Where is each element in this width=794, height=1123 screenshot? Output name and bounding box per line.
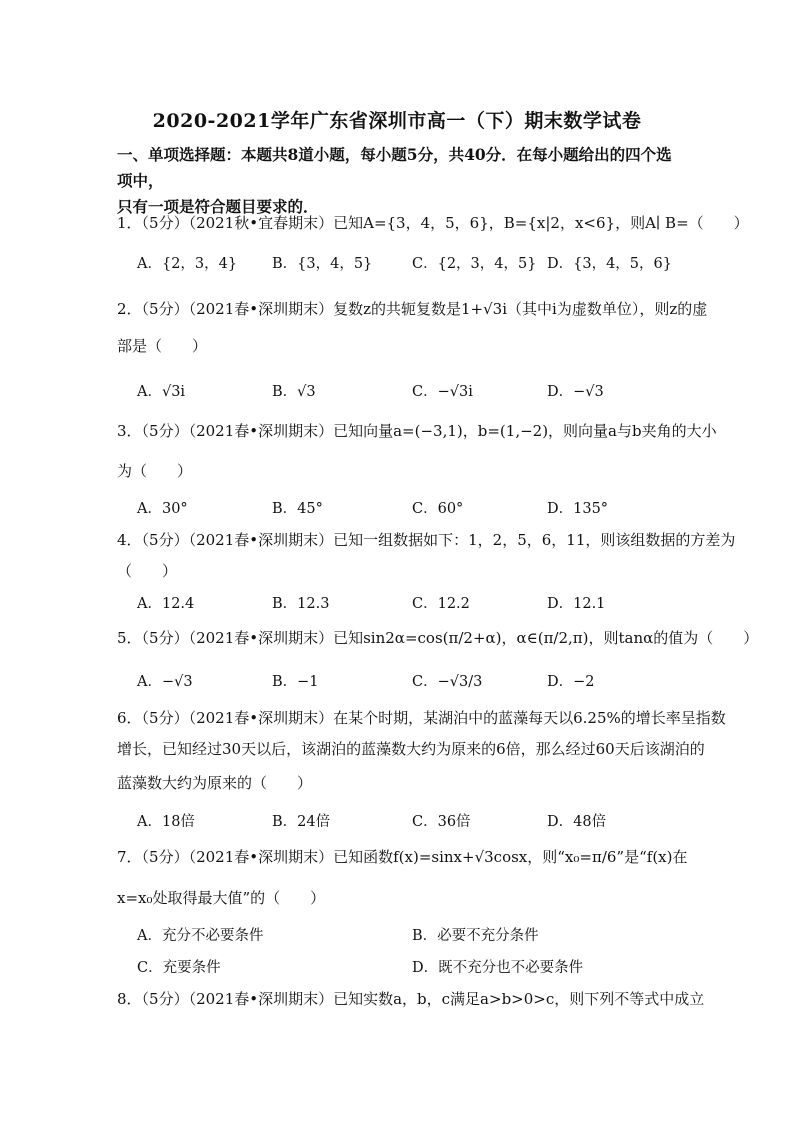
option-a: A．12.4	[137, 596, 195, 612]
question-7-line-1: 7．（5分）（2021春•深圳期末）已知函数f(x)=sinx+√3cosx，则“x₀=π/6”是“f(x)在	[117, 848, 688, 866]
question-8-line-1: 8．（5分）（2021春•深圳期末）已知实数a，b，c满足a>b>0>c，则下列不等式中成立	[117, 990, 705, 1008]
question-4-options	[137, 592, 697, 614]
option-c: C．36倍	[412, 814, 471, 830]
question-6-options	[137, 810, 697, 832]
option-a: A．−√3	[137, 674, 193, 690]
option-b: B．{3，4，5}	[272, 256, 373, 272]
option-b: B．45°	[272, 501, 323, 517]
option-c: C．12.2	[412, 596, 470, 612]
option-a: A．√3i	[137, 384, 186, 400]
option-c: C．−√3i	[412, 384, 473, 400]
option-a: A．18倍	[137, 814, 195, 830]
question-3-options	[137, 497, 697, 519]
section-heading	[117, 142, 687, 220]
question-2-line-1: 2．（5分）（2021春•深圳期末）复数z的共轭复数是1+√3i（其中i为虚数单位），则z的虚	[117, 300, 708, 318]
option-d: D．−2	[547, 674, 595, 690]
option-d: D．48倍	[547, 814, 607, 830]
question-1-options	[137, 252, 697, 274]
question-1-line-1: 1．（5分）（2021秋•宜春期末）已知A={3，4，5，6}，B={x|2，x<6}，则A∣ B=（ ）	[117, 214, 749, 232]
question-5-options	[137, 670, 697, 692]
option-b: B．必要不充分条件	[412, 928, 539, 944]
question-4-line-1: 4．（5分）（2021春•深圳期末）已知一组数据如下：1，2，5，6，11，则该组数据的方差为	[117, 531, 736, 549]
option-b: B．−1	[272, 674, 319, 690]
question-3-line-2: 为（ ）	[117, 462, 193, 480]
option-b: B．24倍	[272, 814, 331, 830]
option-a: A．{2，3，4}	[137, 256, 238, 272]
option-b: B．12.3	[272, 596, 330, 612]
question-7-line-2: x=x₀处取得最大值”的（ ）	[117, 889, 326, 907]
option-c: C．充要条件	[137, 960, 221, 976]
question-6-line-2: 增长，已知经过30天以后，该湖泊的蓝藻数大约为原来的6倍，那么经过60天后该湖泊的	[117, 740, 705, 758]
question-5-line-1: 5．（5分）（2021春•深圳期末）已知sin2α=cos(π/2+α)，α∈(π/2,π)，则tanα的值为（ ）	[117, 629, 759, 647]
section-heading-line-2: 只有一项是符合题目要求的．	[117, 197, 319, 216]
option-c: C．{2，3，4，5}	[412, 256, 537, 272]
question-6-line-1: 6．（5分）（2021春•深圳期末）在某个时期，某湖泊中的蓝藻每天以6.25%的增长率呈指数	[117, 709, 726, 727]
section-heading-line-1: 一、单项选择题：本题共8道小题，每小题5分，共40分．在每小题给出的四个选项中，	[117, 145, 672, 190]
option-d: D．135°	[547, 501, 609, 517]
option-d: D．既不充分也不必要条件	[412, 960, 584, 976]
option-d: D．12.1	[547, 596, 606, 612]
option-d: D．−√3	[547, 384, 604, 400]
option-a: A．充分不必要条件	[137, 928, 264, 944]
option-c: C．60°	[412, 501, 464, 517]
page-title: 2020-2021学年广东省深圳市高一（下）期末数学试卷	[152, 110, 642, 132]
option-b: B．√3	[272, 384, 316, 400]
option-d: D．{3，4，5，6}	[547, 256, 672, 272]
question-7-options-row-1	[137, 924, 697, 946]
option-c: C．−√3/3	[412, 674, 483, 690]
question-2-options	[137, 380, 697, 402]
question-4-line-2: （ ）	[117, 562, 178, 580]
option-a: A．30°	[137, 501, 188, 517]
question-3-line-1: 3．（5分）（2021春•深圳期末）已知向量a=(−3,1)，b=(1,−2)，则向量a与b夹角的大小	[117, 422, 717, 440]
question-6-line-3: 蓝藻数大约为原来的（ ）	[117, 774, 313, 792]
question-2-line-2: 部是（ ）	[117, 337, 208, 355]
question-7-options-row-2	[137, 956, 697, 978]
